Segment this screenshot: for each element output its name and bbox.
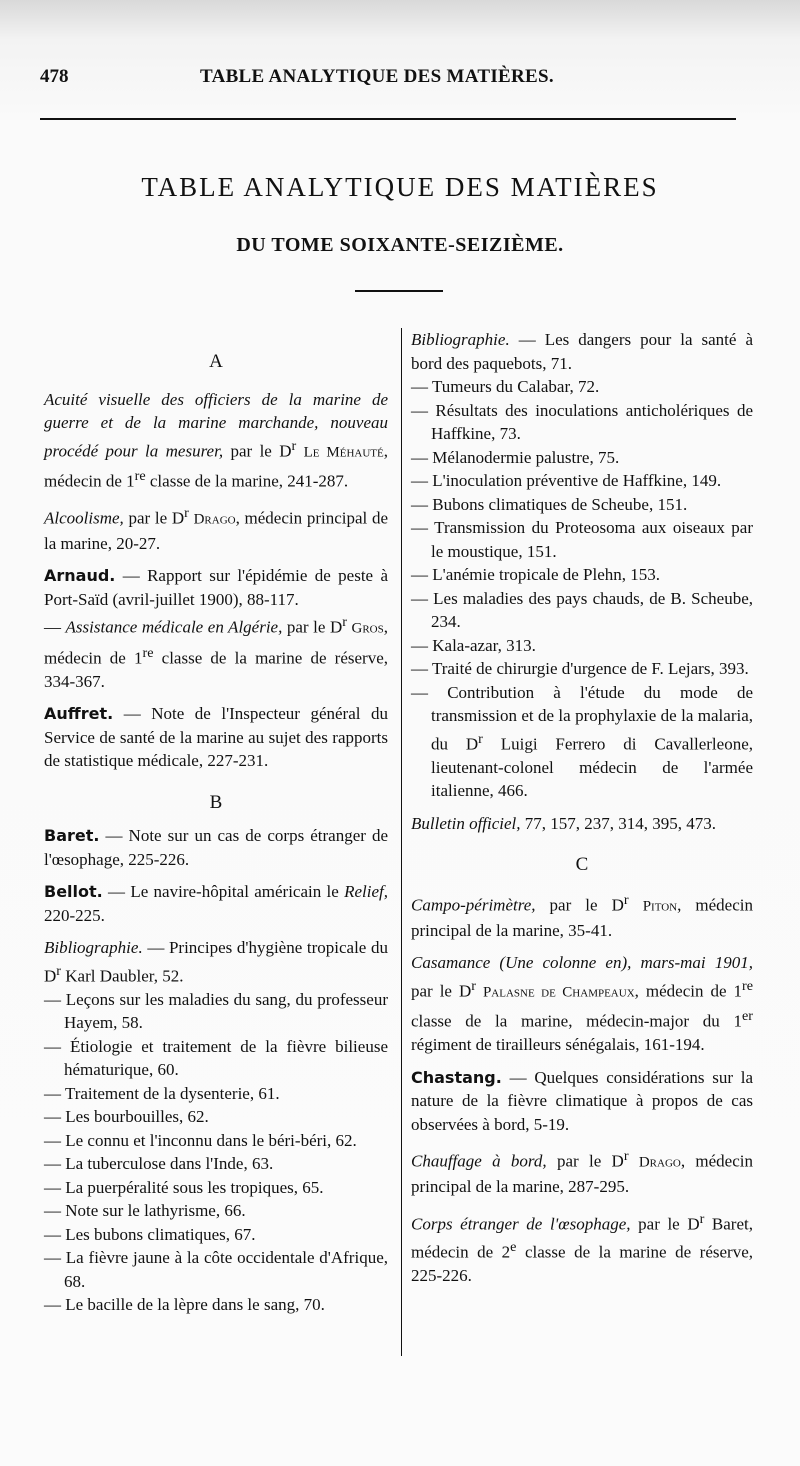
entry-title: Casamance (Une colonne en), mars-mai 1901, xyxy=(411,953,753,973)
entry-text: classe de la marine de réserve, 225-226. xyxy=(411,1242,753,1286)
header-rule xyxy=(40,118,736,120)
list-item: — Bubons climatiques de Scheube, 151. xyxy=(411,494,688,514)
entry-title: Chauffage à bord, xyxy=(411,1151,547,1171)
entry-auffret xyxy=(44,702,388,773)
entry-text: par le D xyxy=(223,441,292,461)
author-name: Piton xyxy=(642,898,678,915)
sup: e xyxy=(510,1238,517,1255)
author-name: Gros xyxy=(351,621,384,638)
entry-text: — Le navire-hôpital américain le xyxy=(102,882,345,902)
entry-text: classe de la marine, médecin-major du 1 xyxy=(411,1011,742,1031)
sup: re xyxy=(742,977,753,994)
author-name: Le Méhauté xyxy=(303,444,384,461)
entry-text: — Note sur un cas de corps étranger de l'œsophage, 225-226. xyxy=(44,826,388,869)
entry-text: — Contribution à l'étude du mode de transmission et de la prophylaxie de la malaria, du D xyxy=(411,682,753,754)
list-item: — La fièvre jaune à la côte occidentale d'Afrique, 68. xyxy=(44,1248,388,1291)
entry-text: par le D xyxy=(535,895,624,915)
entry-bellot xyxy=(44,880,388,927)
list-item: — Traité de chirurgie d'urgence de F. Lejars, 393. xyxy=(411,659,749,678)
right-column xyxy=(411,328,753,1297)
entry-chauffage xyxy=(411,1145,753,1199)
page-title: TABLE ANALYTIQUE DES MATIÈRES xyxy=(141,172,659,202)
entry-text: , médecin de 1 xyxy=(44,441,388,491)
list-item: — Traitement de la dysenterie, 61. xyxy=(44,1083,280,1103)
entry-alcoolisme xyxy=(44,502,388,556)
list-item: — L'anémie tropicale de Plehn, 153. xyxy=(411,565,661,584)
page-number: 478 xyxy=(40,66,69,87)
entry-baret xyxy=(44,824,388,871)
sup: r xyxy=(699,1210,705,1227)
entry-text: Baret, médecin de 2 xyxy=(411,1214,753,1262)
list-item: — Étiologie et traitement de la fièvre bilieuse hématurique, 60. xyxy=(44,1036,388,1080)
list-item: — Leçons sur les maladies du sang, du professeur Hayem, 58. xyxy=(44,989,388,1033)
list-item: — Kala-azar, 313. xyxy=(411,635,536,655)
entry-text: régiment de tirailleurs sénégalais, 161-194. xyxy=(411,1035,705,1055)
entry-chastang xyxy=(411,1066,753,1137)
column-divider xyxy=(401,328,402,1356)
entry-title: Assistance médicale en Algérie, xyxy=(65,618,283,638)
sup: r xyxy=(342,614,347,631)
entry-text: — Rapport sur l'épidémie de peste à Port-Saïd (avril-juillet 1900), 88-117. xyxy=(44,566,388,609)
running-header xyxy=(40,66,740,96)
sup: re xyxy=(134,467,146,484)
entry-title: Bulletin officiel, xyxy=(411,813,521,833)
list-item: — Le bacille de la lèpre dans le sang, 70. xyxy=(44,1295,325,1315)
entry-head: Chastang. xyxy=(411,1067,502,1087)
sup: r xyxy=(291,437,297,454)
sup: r xyxy=(623,1148,629,1165)
list-item: — Les maladies des pays chauds, de B. Scheube, 234. xyxy=(411,588,753,631)
entry-head: Arnaud. xyxy=(44,566,116,586)
entry-title: Acuité visuelle des officiers de la marine de guerre et de la marine marchande, nouveau procédé pour la mesurer, xyxy=(44,389,388,461)
entry-bibliographie-right xyxy=(411,328,753,375)
entry-title: Alcoolisme, xyxy=(44,508,124,528)
list-item: — Les bourbouilles, 62. xyxy=(44,1107,209,1127)
list-item: — Tumeurs du Calabar, 72. xyxy=(411,377,600,396)
author-name: Palasne de Champeaux xyxy=(482,984,635,1001)
entry-text: par le D xyxy=(123,508,185,528)
entry-text: , médecin principal de la marine, 287-295. xyxy=(411,1151,753,1197)
list-item: — Transmission du Proteosoma aux oiseaux par le moustique, 151. xyxy=(411,518,753,561)
entry-text: classe de la marine de réserve, 334-367. xyxy=(44,648,388,691)
entry-arnaud-assistance xyxy=(44,611,388,693)
left-column xyxy=(44,350,388,1317)
author-name: Drago xyxy=(638,1154,681,1171)
entry-text: — Quelques considérations sur la nature de la fièvre climatique à propos de cas observées à bord, 5-19. xyxy=(411,1067,753,1134)
entry-text: classe de la marine, 241-287. xyxy=(145,471,349,491)
list-item: — Mélanodermie palustre, 75. xyxy=(411,447,620,467)
bibliography-list-left xyxy=(44,988,388,1317)
entry-title: Bibliographie. xyxy=(411,330,510,349)
author-name: Drago xyxy=(193,511,236,528)
entry-text: — Principes d'hygiène tropicale du D xyxy=(44,938,388,986)
entry-acuite xyxy=(44,388,388,493)
list-item: — Résultats des inoculations anticholériques de Haffkine, 73. xyxy=(411,400,753,443)
entry-text: par le D xyxy=(282,618,343,638)
entry-contribution xyxy=(411,681,753,803)
entry-text: 77, 157, 237, 314, 395, 473. xyxy=(520,813,717,833)
entry-head: Auffret. xyxy=(44,704,114,724)
dash: — xyxy=(44,618,66,638)
entry-text: par le D xyxy=(546,1151,624,1171)
list-item: — Le connu et l'inconnu dans le béri-béri, 62. xyxy=(44,1130,357,1150)
list-item: — L'inoculation préventive de Haffkine, 149. xyxy=(411,471,722,490)
ship-name: Relief, xyxy=(344,882,388,902)
entry-casamance xyxy=(411,951,753,1056)
list-item: — La puerpéralité sous les tropiques, 65. xyxy=(44,1177,324,1197)
list-item: — La tuberculose dans l'Inde, 63. xyxy=(44,1154,274,1174)
sup: r xyxy=(478,730,483,747)
entry-head: Baret. xyxy=(44,826,100,846)
entry-text: , médecin de 1 xyxy=(634,981,742,1001)
entry-text: Luigi Ferrero di Cavallerleone, lieutenant-colonel médecin de l'armée italienne, 466. xyxy=(431,734,754,801)
page-subtitle: DU TOME SOIXANTE-SEIZIÈME. xyxy=(236,234,564,256)
entry-title: Campo-périmètre, xyxy=(411,895,536,915)
sup: er xyxy=(742,1007,753,1024)
running-title: TABLE ANALYTIQUE DES MATIÈRES. xyxy=(200,66,554,87)
entry-text: Karl Daubler, 52. xyxy=(61,966,184,986)
entry-text: , médecin de 1 xyxy=(44,618,388,668)
entry-head: Bellot. xyxy=(44,882,103,902)
entry-corps xyxy=(411,1208,753,1288)
entry-text: — Note de l'Inspecteur général du Service de santé de la marine au sujet des rapports de statistique médicale, 227-231. xyxy=(44,704,388,771)
entry-bulletin xyxy=(411,812,753,836)
entry-text: 220-225. xyxy=(44,905,105,925)
sup: r xyxy=(184,504,189,521)
sup: r xyxy=(623,891,629,908)
sup: r xyxy=(56,962,61,979)
sup: re xyxy=(142,644,154,661)
entry-text: par le D xyxy=(411,981,472,1001)
section-letter-a: A xyxy=(209,351,223,372)
entry-text: , médecin principal de la marine, 35-41. xyxy=(411,895,753,940)
entry-text: , médecin principal de la marine, 20-27. xyxy=(44,508,388,553)
list-item: — Note sur le lathyrisme, 66. xyxy=(44,1201,246,1221)
section-letter-c: C xyxy=(575,854,589,876)
bibliography-list-right xyxy=(411,375,753,681)
entry-campo xyxy=(411,889,753,943)
entry-bibliographie-left xyxy=(44,936,388,988)
title-rule xyxy=(355,290,443,292)
entry-title: Corps étranger de l'œsophage, xyxy=(411,1214,631,1234)
entry-title: Bibliographie. xyxy=(44,938,143,958)
sup: r xyxy=(471,977,476,994)
section-letter-b: B xyxy=(209,791,223,813)
entry-text: par le D xyxy=(630,1214,700,1234)
entry-arnaud xyxy=(44,564,388,611)
entry-text: — Les dangers pour la santé à bord des paquebots, 71. xyxy=(411,330,753,373)
list-item: — Les bubons climatiques, 67. xyxy=(44,1224,256,1244)
